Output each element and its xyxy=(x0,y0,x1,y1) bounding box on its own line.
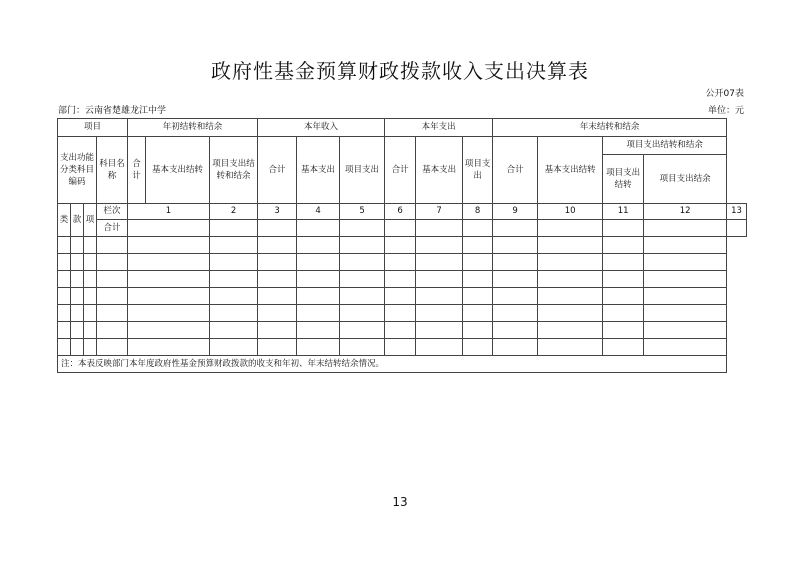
header-income: 本年收入 xyxy=(258,119,385,137)
header-begin-total: 合计 xyxy=(128,137,146,204)
table-row xyxy=(58,237,747,254)
col-number: 8 xyxy=(463,204,493,220)
col-number: 11 xyxy=(603,204,644,220)
header-end-total: 合计 xyxy=(493,137,538,204)
col-number: 12 xyxy=(644,204,727,220)
total-row xyxy=(58,220,747,237)
col-number: 7 xyxy=(416,204,463,220)
table-row xyxy=(58,288,747,305)
col-number: 2 xyxy=(210,204,258,220)
final-accounts-table xyxy=(57,118,747,373)
header-begin: 年初结转和结余 xyxy=(128,119,258,137)
header-row-2 xyxy=(58,137,747,155)
page-number: 13 xyxy=(392,495,408,509)
unit-label: 单位：元 xyxy=(707,106,744,116)
table-row xyxy=(58,322,747,339)
header-income-total: 合计 xyxy=(258,137,297,204)
header-expense-basic: 基本支出 xyxy=(416,137,463,204)
header-begin-basic-carry: 基本支出结转 xyxy=(146,137,210,204)
header-end-basic-carry: 基本支出结转 xyxy=(538,137,603,204)
col-number: 1 xyxy=(128,204,210,220)
page-title: 政府性基金预算财政拨款收入支出决算表 xyxy=(211,59,589,83)
header-expense-project: 项目支出 xyxy=(463,137,493,204)
table-row xyxy=(58,271,747,288)
col-number: 6 xyxy=(385,204,416,220)
col-number: 5 xyxy=(340,204,385,220)
col-number: 13 xyxy=(727,204,747,220)
xiang-label: 项 xyxy=(84,204,97,237)
col-number: 10 xyxy=(538,204,603,220)
total-label: 合计 xyxy=(97,220,128,237)
header-begin-proj-carry-balance: 项目支出结转和结余 xyxy=(210,137,258,204)
lei-label: 类 xyxy=(58,204,71,237)
table-row xyxy=(58,254,747,271)
lanci-label: 栏次 xyxy=(97,204,128,220)
header-row-1 xyxy=(58,119,747,137)
column-number-row xyxy=(58,204,747,220)
kuan-label: 款 xyxy=(71,204,84,237)
header-income-project: 项目支出 xyxy=(340,137,385,204)
col-number: 3 xyxy=(258,204,297,220)
header-proj-carry: 项目支出结转 xyxy=(603,155,644,204)
header-end: 年末结转和结余 xyxy=(493,119,727,137)
header-expense: 本年支出 xyxy=(385,119,493,137)
header-end-proj-carry-balance: 项目支出结转和结余 xyxy=(603,137,727,155)
header-code: 支出功能分类科目编码 xyxy=(58,137,97,204)
table-row xyxy=(58,305,747,322)
header-proj-balance: 项目支出结余 xyxy=(644,155,727,204)
department-label: 部门：云南省楚雄龙江中学 xyxy=(58,106,167,116)
note-row xyxy=(58,356,747,373)
table-note: 注：本表反映部门本年度政府性基金预算财政拨款的收支和年初、年末结转结余情况。 xyxy=(58,356,727,373)
header-item: 项目 xyxy=(58,119,128,137)
header-income-basic: 基本支出 xyxy=(297,137,340,204)
table-row xyxy=(58,339,747,356)
col-number: 9 xyxy=(493,204,538,220)
col-number: 4 xyxy=(297,204,340,220)
header-name: 科目名称 xyxy=(97,137,128,204)
header-expense-total: 合计 xyxy=(385,137,416,204)
form-number: 公开07表 xyxy=(705,89,744,99)
